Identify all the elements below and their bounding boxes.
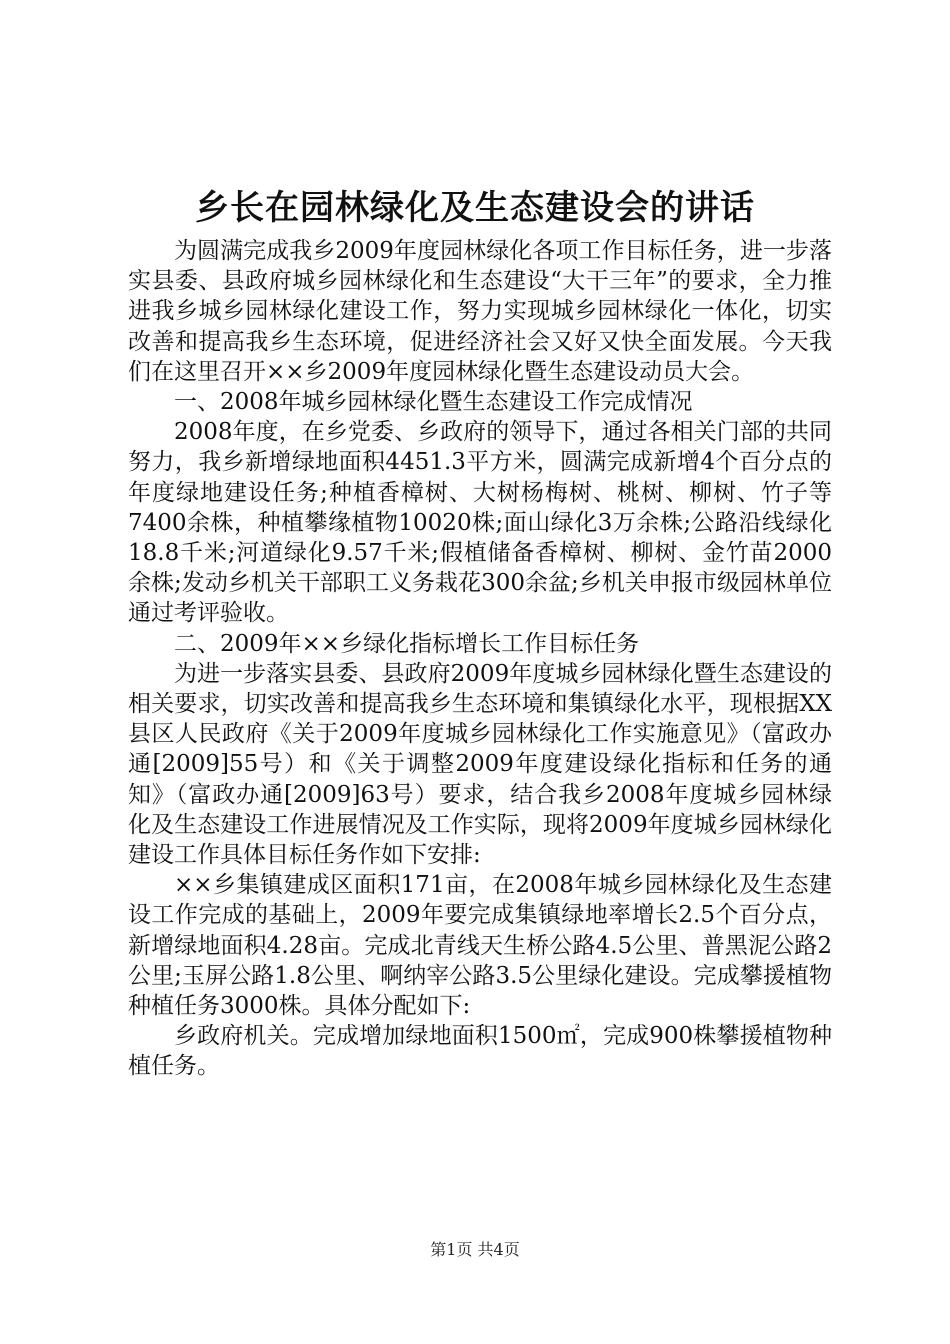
page-footer [0,1240,950,1260]
intro-paragraph: 为圆满完成我乡2009年度园林绿化各项工作目标任务，进一步落实县委、县政府城乡园林绿化和生态建设“大干三年”的要求，全力推进我乡城乡园林绿化建设工作，努力实现城乡园林绿化一体化，切实改善和提高我乡生态环境，促进经济社会又好又快全面发展。今天我们在这里召开××乡2009年度园林绿化暨生态建设动员大会。 [128,238,832,385]
target-paragraph: ××乡集镇建成区面积171亩，在2008年城乡园林绿化及生态建设工作完成的基础上，2009年要完成集镇绿地率增长2.5个百分点，新增绿地面积4.28亩。完成北青线天生桥公路4.5公里、普黑泥公路2公里;玉屏公路1.8公里、啊纳宰公路3.5公里绿化建设。完成攀援植物种植任务3000株。具体分配如下: [128,872,832,1020]
section-2-paragraph: 为进一步落实县委、县政府2009年度城乡园林绿化暨生态建设的相关要求，切实改善和提高我乡生态环境和集镇绿化水平，现根据XX县区人民政府《关于2009年度城乡园林绿化工作实施意见》（富政办通[2009]55号）和《关于调整2009年度建设绿化指标和任务的通知》（富政办通[2009]63号）要求，结合我乡2008年度城乡园林绿化及生态建设工作进展情况及工作实际，现将2009年度城乡园林绿化建设工作具体目标任务作如下安排: [128,660,832,869]
allocation-paragraph: 乡政府机关。完成增加绿地面积1500㎡，完成900株攀援植物种植任务。 [128,1023,832,1080]
section-heading-2: 二、2009年××乡绿化指标增长工作目标任务 [174,630,640,657]
document-body [128,236,832,1082]
section-heading-1: 一、2008年城乡园林绿化暨生态建设工作完成情况 [174,389,693,416]
section-1-paragraph: 2008年度，在乡党委、乡政府的领导下，通过各相关门部的共同努力，我乡新增绿地面积4451.3平方米，圆满完成新增4个百分点的年度绿地建设任务;种植香樟树、大树杨梅树、桃树、柳树、竹子等7400余株，种植攀缘植物10020株;面山绿化3万余株;公路沿线绿化18.8千米;河道绿化9.57千米;假植储备香樟树、柳树、金竹苗2000余株;发动乡机关干部职工义务栽花300余盆;乡机关申报市级园林单位通过考评验收。 [128,419,832,627]
document-title: 乡长在园林绿化及生态建设会的讲话 [195,188,755,228]
page-number: 第1页 共4页 [430,1240,520,1259]
